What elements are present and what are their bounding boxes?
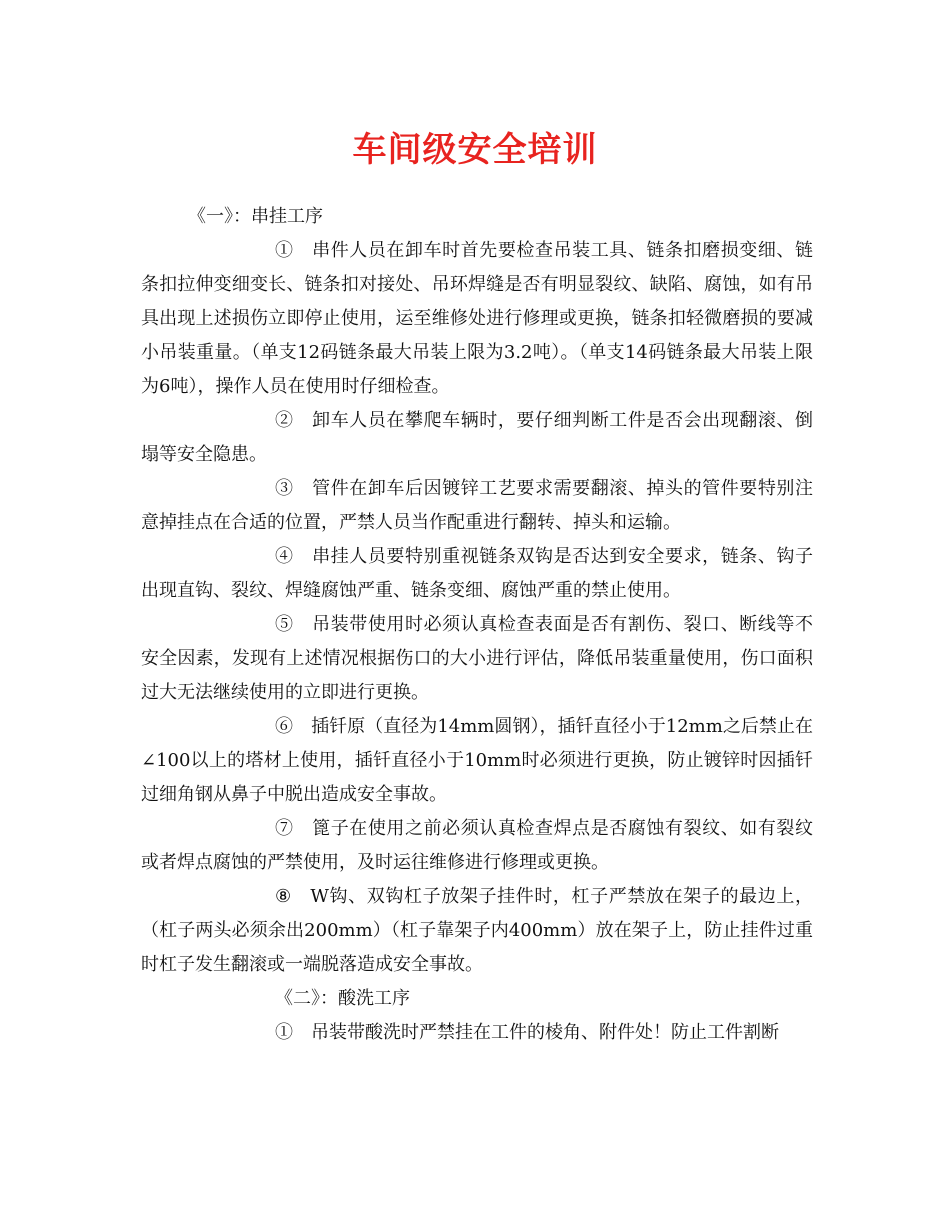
list-item: ① 吊装带酸洗时严禁挂在工件的棱角、附件处！防止工件割断 bbox=[275, 1022, 779, 1043]
list-item: ⑦ 篦子在使用之前必须认真检查焊点是否腐蚀有裂纹、如有裂纹或者焊点腐蚀的严禁使用，及时运往维修进行修理或更换。 bbox=[141, 818, 813, 873]
list-item: ⑧ W钩、双钩杠子放架子挂件时，杠子严禁放在架子的最边上，（杠子两头必须余出200mm）（杠子靠架子内400mm）放在架子上，防止挂件过重时杠子发生翻滚或一端脱落造成安全事故。 bbox=[141, 886, 813, 975]
section-heading-stringing: 《一》：串挂工序 bbox=[188, 206, 323, 227]
list-item: ④ 串挂人员要特别重视链条双钩是否达到安全要求，链条、钩子出现直钩、裂纹、焊缝腐蚀严重、链条变细、腐蚀严重的禁止使用。 bbox=[141, 546, 813, 601]
list-item: ② 卸车人员在攀爬车辆时，要仔细判断工件是否会出现翻滚、倒塌等安全隐患。 bbox=[141, 410, 813, 465]
section-heading-pickling: 《二》：酸洗工序 bbox=[275, 988, 410, 1009]
list-item: ① 串件人员在卸车时首先要检查吊装工具、链条扣磨损变细、链条扣拉伸变细变长、链条扣对接处、吊环焊缝是否有明显裂纹、缺陷、腐蚀，如有吊具出现上述损伤立即停止使用，运至维修处进行修理或更换，链条扣轻微磨损的要减小吊装重量。（单支12码链条最大吊装上限为3.2吨）。（单支14码链条最大吊装上限为6吨），操作人员在使用时仔细检查。 bbox=[141, 240, 813, 397]
list-item: ⑥ 插钎原（直径为14mm圆钢），插钎直径小于12mm之后禁止在∠100以上的塔材上使用，插钎直径小于10mm时必须进行更换，防止镀锌时因插钎过细角钢从鼻子中脱出造成安全事故。 bbox=[141, 716, 813, 805]
document-body bbox=[141, 200, 813, 1050]
document-title: 车间级安全培训 bbox=[352, 130, 598, 170]
list-item: ⑤ 吊装带使用时必须认真检查表面是否有割伤、裂口、断线等不安全因素，发现有上述情况根据伤口的大小进行评估，降低吊装重量使用，伤口面积过大无法继续使用的立即进行更换。 bbox=[141, 614, 813, 703]
list-item: ③ 管件在卸车后因镀锌工艺要求需要翻滚、掉头的管件要特别注意掉挂点在合适的位置，严禁人员当作配重进行翻转、掉头和运输。 bbox=[141, 478, 813, 533]
